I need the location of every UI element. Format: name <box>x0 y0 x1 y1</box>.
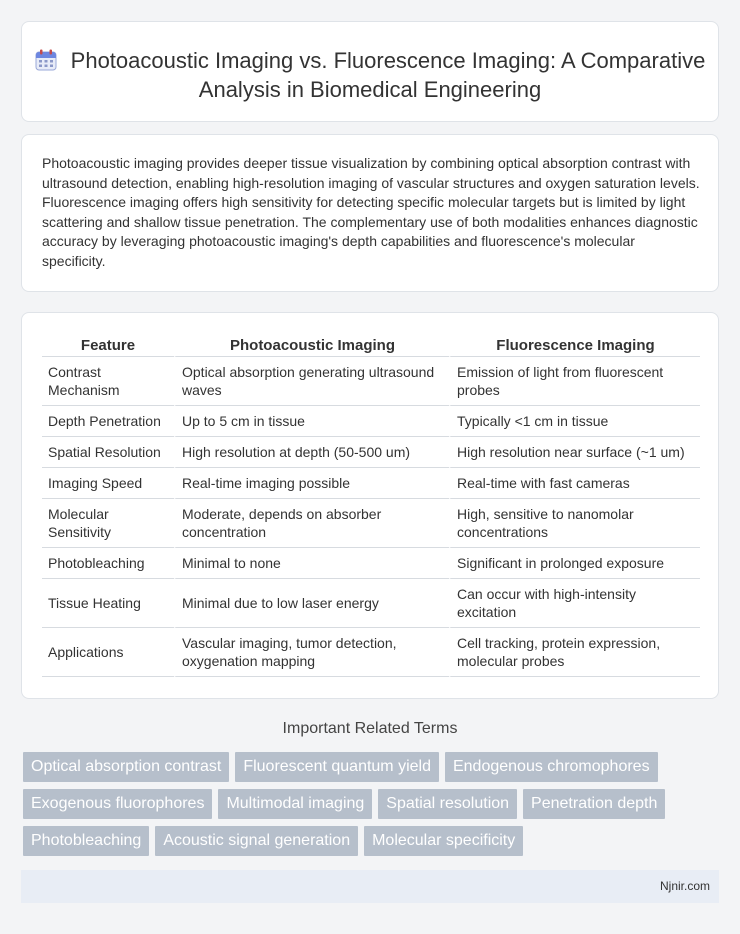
intro-card <box>21 134 719 292</box>
tag-exogenous-fluorophores[interactable]: Exogenous fluorophores <box>23 789 212 819</box>
table-cell-photoacoustic: Moderate, depends on absorber concentration <box>174 499 449 548</box>
table-cell-fluorescence: Cell tracking, protein expression, molecular probes <box>449 628 700 677</box>
header-feature: Feature <box>42 335 174 357</box>
table-cell-fluorescence: Significant in prolonged exposure <box>449 548 700 579</box>
table-cell-photoacoustic: Optical absorption generating ultrasound waves <box>174 357 449 406</box>
footer-site[interactable]: Njnir.com <box>659 879 710 893</box>
tag-spatial-resolution[interactable]: Spatial resolution <box>378 789 517 819</box>
intro-paragraph: Photoacoustic imaging provides deeper tissue visualization by combining optical absorption contrast with ultrasound detection, enabling high-resolution imaging of vascular structures and oxygen saturation levels. Fluorescence imaging offers high sensitivity for detecting specific molecular targets but is limited by light scattering and shallow tissue penetration. The complementary use of both modalities enhances diagnostic accuracy by leveraging photoacoustic imaging's depth capabilities and fluorescence's molecular specificity. <box>42 155 700 269</box>
tag-molecular-specificity[interactable]: Molecular specificity <box>364 826 523 856</box>
page-title-text: Photoacoustic Imaging vs. Fluorescence Imaging: A Comparative Analysis in Biomedical Engineering <box>70 48 706 102</box>
table-row <box>42 468 700 499</box>
calendar-icon <box>35 49 57 71</box>
table-cell-photoacoustic: Real-time imaging possible <box>174 468 449 499</box>
tag-acoustic-signal-generation[interactable]: Acoustic signal generation <box>155 826 358 856</box>
table-cell-fluorescence: Emission of light from fluorescent probes <box>449 357 700 406</box>
table-row <box>42 579 700 628</box>
table-cell-fluorescence: Real-time with fast cameras <box>449 468 700 499</box>
table-cell-fluorescence: Can occur with high-intensity excitation <box>449 579 700 628</box>
table-cell-feature: Contrast Mechanism <box>42 357 174 406</box>
table-cell-fluorescence: Typically <1 cm in tissue <box>449 406 700 437</box>
table-header-row <box>42 335 700 357</box>
table-cell-feature: Tissue Heating <box>42 579 174 628</box>
table-cell-feature: Imaging Speed <box>42 468 174 499</box>
header-fluorescence: Fluorescence Imaging <box>449 335 700 357</box>
table-cell-photoacoustic: High resolution at depth (50-500 um) <box>174 437 449 468</box>
table-cell-feature: Spatial Resolution <box>42 437 174 468</box>
tag-endogenous-chromophores[interactable]: Endogenous chromophores <box>445 752 658 782</box>
table-row <box>42 357 700 406</box>
tag-photobleaching[interactable]: Photobleaching <box>23 826 149 856</box>
tag-row <box>23 826 723 856</box>
tag-multimodal-imaging[interactable]: Multimodal imaging <box>218 789 372 819</box>
comparison-table-card <box>21 312 719 699</box>
table-row <box>42 406 700 437</box>
table-cell-photoacoustic: Up to 5 cm in tissue <box>174 406 449 437</box>
table-cell-photoacoustic: Minimal to none <box>174 548 449 579</box>
title-card <box>21 21 719 122</box>
table-cell-feature: Depth Penetration <box>42 406 174 437</box>
header-photoacoustic: Photoacoustic Imaging <box>174 335 449 357</box>
table-row <box>42 548 700 579</box>
table-row <box>42 499 700 548</box>
table-cell-photoacoustic: Minimal due to low laser energy <box>174 579 449 628</box>
table-cell-feature: Molecular Sensitivity <box>42 499 174 548</box>
tag-optical-absorption-contrast[interactable]: Optical absorption contrast <box>23 752 229 782</box>
related-terms-list <box>23 752 723 863</box>
table-cell-fluorescence: High, sensitive to nanomolar concentrations <box>449 499 700 548</box>
table-cell-fluorescence: High resolution near surface (~1 um) <box>449 437 700 468</box>
page-title <box>22 46 718 104</box>
table-row <box>42 437 700 468</box>
tag-row <box>23 789 723 819</box>
table-cell-feature: Applications <box>42 628 174 677</box>
table-cell-photoacoustic: Vascular imaging, tumor detection, oxygenation mapping <box>174 628 449 677</box>
table-row <box>42 628 700 677</box>
tag-fluorescent-quantum-yield[interactable]: Fluorescent quantum yield <box>235 752 439 782</box>
related-terms-heading: Important Related Terms <box>282 720 458 737</box>
table-cell-feature: Photobleaching <box>42 548 174 579</box>
tag-penetration-depth[interactable]: Penetration depth <box>523 789 665 819</box>
tag-row <box>23 752 723 782</box>
footer <box>21 870 719 903</box>
comparison-table <box>42 335 700 677</box>
